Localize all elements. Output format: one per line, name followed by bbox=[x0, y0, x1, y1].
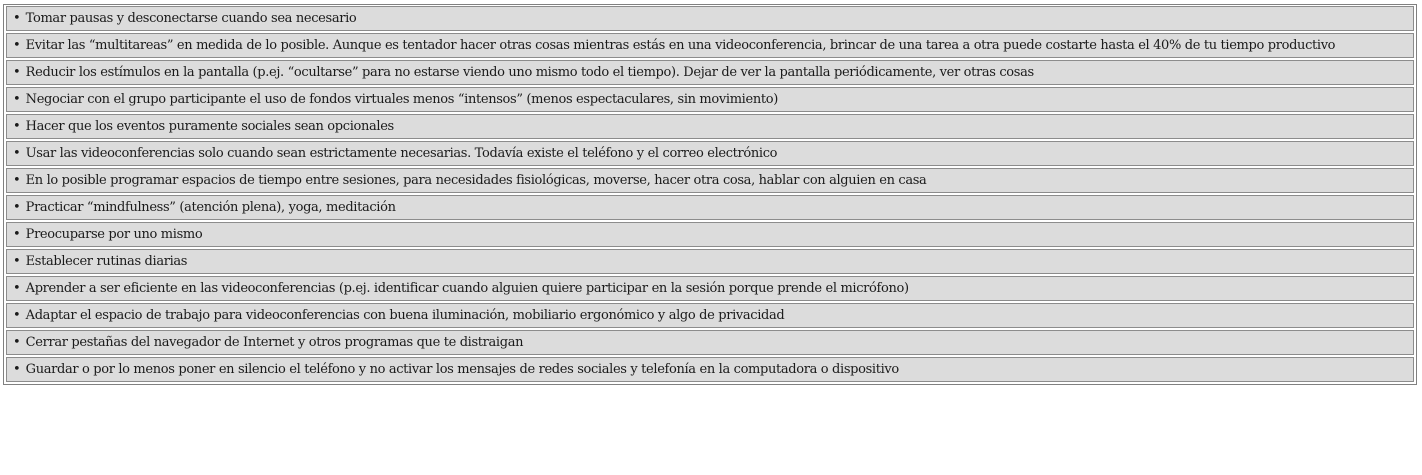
list-item bbox=[6, 141, 1414, 166]
list-item-text: En lo posible programar espacios de tiempo entre sesiones, para necesidades fisiológicas, moverse, hacer otra cosa, hablar con alguien en casa bbox=[25, 173, 927, 188]
list-item-text: Cerrar pestañas del navegador de Internet y otros programas que te distraigan bbox=[25, 335, 524, 350]
bullet-icon: • bbox=[13, 146, 21, 161]
list-item-text: Adaptar el espacio de trabajo para videoconferencias con buena iluminación, mobiliario ergonómico y algo de privacidad bbox=[25, 308, 785, 323]
list-item-text: Tomar pausas y desconectarse cuando sea necesario bbox=[25, 11, 357, 26]
bullet-icon: • bbox=[13, 308, 21, 323]
list-item bbox=[6, 6, 1414, 31]
bullet-icon: • bbox=[13, 119, 21, 134]
list-item-text: Preocuparse por uno mismo bbox=[25, 227, 203, 242]
bullet-icon: • bbox=[13, 200, 21, 215]
list-item-text: Evitar las “multitareas” en medida de lo posible. Aunque es tentador hacer otras cosas mientras estás en una videoconferencia, brincar de una tarea a otra puede costarte hasta el 40% de tu tiempo productivo bbox=[25, 38, 1336, 53]
bullet-icon: • bbox=[13, 335, 21, 350]
list-item bbox=[6, 114, 1414, 139]
list-item bbox=[6, 222, 1414, 247]
bullet-icon: • bbox=[13, 254, 21, 269]
list-item-text: Hacer que los eventos puramente sociales sean opcionales bbox=[25, 119, 394, 134]
list-item bbox=[6, 168, 1414, 193]
list-item bbox=[6, 276, 1414, 301]
bullet-icon: • bbox=[13, 281, 21, 296]
list-item-text: Establecer rutinas diarias bbox=[25, 254, 188, 269]
bullet-icon: • bbox=[13, 92, 21, 107]
list-item-text: Aprender a ser eficiente en las videoconferencias (p.ej. identificar cuando alguien quiere participar en la sesión porque prende el micrófono) bbox=[25, 281, 909, 296]
list-item-text: Guardar o por lo menos poner en silencio el teléfono y no activar los mensajes de redes sociales y telefonía en la computadora o dispositivo bbox=[25, 362, 899, 377]
list-item bbox=[6, 303, 1414, 328]
list-item bbox=[6, 330, 1414, 355]
recommendations-table bbox=[3, 4, 1417, 385]
list-item bbox=[6, 33, 1414, 58]
list-item bbox=[6, 195, 1414, 220]
list-item-text: Practicar “mindfulness” (atención plena), yoga, meditación bbox=[25, 200, 396, 215]
list-item bbox=[6, 60, 1414, 85]
list-item bbox=[6, 357, 1414, 382]
list-item bbox=[6, 249, 1414, 274]
bullet-icon: • bbox=[13, 173, 21, 188]
list-item-text: Reducir los estímulos en la pantalla (p.ej. “ocultarse” para no estarse viendo uno mismo todo el tiempo). Dejar de ver la pantalla periódicamente, ver otras cosas bbox=[25, 65, 1034, 80]
list-item bbox=[6, 87, 1414, 112]
bullet-icon: • bbox=[13, 11, 21, 26]
bullet-icon: • bbox=[13, 65, 21, 80]
bullet-icon: • bbox=[13, 38, 21, 53]
list-item-text: Negociar con el grupo participante el uso de fondos virtuales menos “intensos” (menos espectaculares, sin movimiento) bbox=[25, 92, 778, 107]
bullet-icon: • bbox=[13, 362, 21, 377]
list-item-text: Usar las videoconferencias solo cuando sean estrictamente necesarias. Todavía existe el teléfono y el correo electrónico bbox=[25, 146, 778, 161]
bullet-icon: • bbox=[13, 227, 21, 242]
